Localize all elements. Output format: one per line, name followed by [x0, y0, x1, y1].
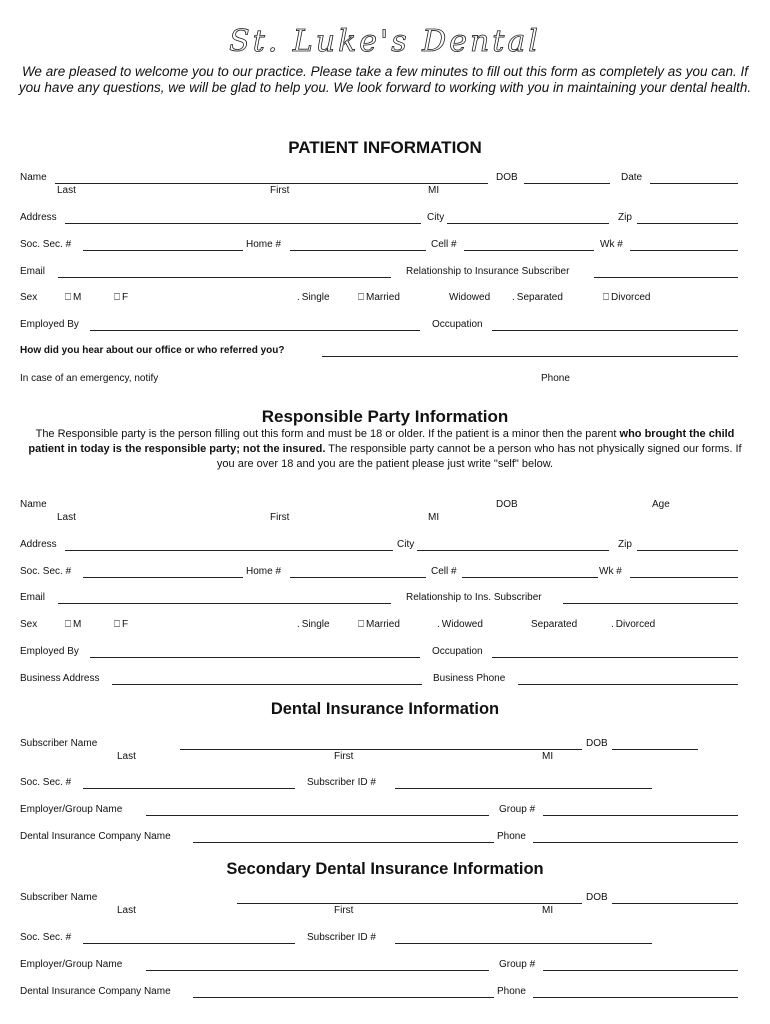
patient-date-label: Date — [621, 172, 643, 183]
patient-emergency-phone-label: Phone — [541, 373, 570, 384]
sec-group-label: Group # — [499, 959, 536, 970]
rp-address-label: Address — [20, 539, 57, 550]
rp-first-caption: First — [270, 512, 290, 523]
ins-employer-label: Employer/Group Name — [20, 804, 123, 815]
patient-sex-female-option[interactable]: ⎕ F — [114, 292, 129, 303]
ins-dob-field[interactable] — [612, 749, 698, 750]
ins-group-label: Group # — [499, 804, 536, 815]
sec-mi-caption: MI — [542, 905, 554, 916]
sec-group-field[interactable] — [543, 970, 738, 971]
ins-last-caption: Last — [117, 751, 136, 762]
rp-business-address-label: Business Address — [20, 673, 100, 684]
rp-home-label: Home # — [246, 566, 282, 577]
patient-referral-field[interactable] — [322, 356, 738, 357]
ins-employer-field[interactable] — [146, 815, 489, 816]
rp-business-address-field[interactable] — [112, 684, 422, 685]
rp-separated-option[interactable]: Separated — [531, 619, 578, 630]
rp-zip-label: Zip — [618, 539, 632, 550]
secondary-insurance-heading: Secondary Dental Insurance Information — [226, 860, 544, 878]
rp-employer-label: Employed By — [20, 646, 79, 657]
patient-employer-field[interactable] — [90, 330, 420, 331]
ins-subscriber-id-label: Subscriber ID # — [307, 777, 376, 788]
practice-title: St. Luke's Dental — [229, 24, 541, 59]
patient-relationship-field[interactable] — [594, 277, 738, 278]
rp-address-field[interactable] — [65, 550, 393, 551]
rp-sex-male-option[interactable]: ⎕ M — [65, 619, 82, 630]
patient-married-option[interactable]: ⎕ Married — [358, 292, 400, 303]
patient-home-label: Home # — [246, 239, 282, 250]
patient-sex-label: Sex — [20, 292, 38, 303]
rp-ssn-field[interactable] — [83, 577, 243, 578]
sec-dob-label: DOB — [586, 892, 608, 903]
patient-zip-field[interactable] — [637, 223, 738, 224]
welcome-text: We are pleased to welcome you to our practice. Please take a few minutes to fill out this form as completely as you can. If you have any questions, we will be glad to help you. We look forward to working with you in maintaining your dental health. — [18, 64, 752, 95]
patient-email-field[interactable] — [58, 277, 391, 278]
rp-business-phone-field[interactable] — [518, 684, 738, 685]
patient-address-field[interactable] — [65, 223, 421, 224]
rp-name-label: Name — [20, 499, 47, 510]
rp-cell-label: Cell # — [431, 566, 457, 577]
ins-group-field[interactable] — [543, 815, 738, 816]
patient-name-label: Name — [20, 172, 47, 183]
patient-cell-label: Cell # — [431, 239, 457, 250]
patient-home-field[interactable] — [290, 250, 426, 251]
patient-info-heading: PATIENT INFORMATION — [288, 138, 482, 157]
rp-wk-label: Wk # — [599, 566, 622, 577]
patient-email-label: Email — [20, 266, 46, 277]
rp-employer-field[interactable] — [90, 657, 420, 658]
rp-age-label: Age — [652, 499, 670, 510]
patient-wk-field[interactable] — [630, 250, 738, 251]
sec-phone-field[interactable] — [533, 997, 738, 998]
rp-business-phone-label: Business Phone — [433, 673, 506, 684]
rp-email-label: Email — [20, 592, 46, 603]
responsible-party-heading: Responsible Party Information — [261, 407, 509, 426]
sec-last-caption: Last — [117, 905, 136, 916]
patient-zip-label: Zip — [618, 212, 632, 223]
rp-sex-female-option[interactable]: ⎕ F — [114, 619, 129, 630]
ins-ssn-label: Soc. Sec. # — [20, 777, 72, 788]
rp-divorced-option[interactable]: . Divorced — [611, 619, 656, 630]
sec-company-label: Dental Insurance Company Name — [20, 986, 171, 997]
patient-address-label: Address — [20, 212, 57, 223]
ins-phone-field[interactable] — [533, 842, 738, 843]
rp-city-field[interactable] — [417, 550, 609, 551]
sec-ssn-label: Soc. Sec. # — [20, 932, 72, 943]
sec-dob-field[interactable] — [612, 903, 738, 904]
patient-employer-label: Employed By — [20, 319, 79, 330]
patient-referral-label: How did you hear about our office or who referred you? — [20, 345, 285, 356]
rp-relationship-field[interactable] — [563, 603, 738, 604]
sec-subscriber-id-field[interactable] — [395, 943, 652, 944]
ins-subscriber-label: Subscriber Name — [20, 738, 98, 749]
sec-employer-field[interactable] — [146, 970, 489, 971]
patient-dob-field[interactable] — [524, 183, 610, 184]
rp-relationship-label: Relationship to Ins. Subscriber — [406, 592, 542, 603]
sec-phone-label: Phone — [497, 986, 526, 997]
ins-dob-label: DOB — [586, 738, 608, 749]
rp-mi-caption: MI — [428, 512, 440, 523]
rp-ssn-label: Soc. Sec. # — [20, 566, 72, 577]
patient-first-caption: First — [270, 185, 290, 196]
sec-ssn-field[interactable] — [83, 943, 295, 944]
rp-wk-field[interactable] — [630, 577, 738, 578]
patient-wk-label: Wk # — [600, 239, 623, 250]
patient-ssn-label: Soc. Sec. # — [20, 239, 72, 250]
ins-company-field[interactable] — [193, 842, 494, 843]
patient-cell-field[interactable] — [464, 250, 594, 251]
ins-mi-caption: MI — [542, 751, 554, 762]
patient-widowed-option[interactable]: Widowed — [449, 292, 491, 303]
responsible-party-description: The Responsible party is the person filling out this form and must be 18 or older. If the patient is a minor then the parent who brought the child patient in today is the responsible party; not the insured. The responsible party cannot be a person who has not physically signed our forms. If you are over 18 and you are the patient please just write "self" below. — [28, 428, 742, 470]
patient-single-option[interactable]: . Single — [297, 292, 330, 303]
rp-home-field[interactable] — [290, 577, 426, 578]
ins-ssn-field[interactable] — [83, 788, 295, 789]
patient-divorced-option[interactable]: ⎕ Divorced — [603, 292, 651, 303]
ins-phone-label: Phone — [497, 831, 526, 842]
dental-insurance-heading: Dental Insurance Information — [270, 700, 500, 718]
sec-subscriber-label: Subscriber Name — [20, 892, 98, 903]
patient-occupation-field[interactable] — [492, 330, 738, 331]
patient-emergency-label: In case of an emergency, notify — [20, 373, 159, 384]
patient-mi-caption: MI — [428, 185, 440, 196]
ins-subscriber-id-field[interactable] — [395, 788, 652, 789]
patient-sex-male-option[interactable]: ⎕ M — [65, 292, 82, 303]
rp-widowed-option[interactable]: . Widowed — [437, 619, 483, 630]
patient-name-field[interactable] — [55, 183, 488, 184]
sec-employer-label: Employer/Group Name — [20, 959, 123, 970]
rp-zip-field[interactable] — [637, 550, 738, 551]
rp-dob-label: DOB — [496, 499, 518, 510]
ins-first-caption: First — [334, 751, 354, 762]
rp-married-option[interactable]: ⎕ Married — [358, 619, 400, 630]
patient-city-label: City — [427, 212, 445, 223]
rp-sex-label: Sex — [20, 619, 38, 630]
ins-company-label: Dental Insurance Company Name — [20, 831, 171, 842]
patient-date-field[interactable] — [650, 183, 738, 184]
patient-occupation-label: Occupation — [432, 319, 483, 330]
sec-company-field[interactable] — [193, 997, 494, 998]
patient-dob-label: DOB — [496, 172, 518, 183]
sec-subscriber-field[interactable] — [237, 903, 582, 904]
patient-separated-option[interactable]: . Separated — [512, 292, 563, 303]
patient-relationship-label: Relationship to Insurance Subscriber — [406, 266, 570, 277]
rp-occupation-field[interactable] — [492, 657, 738, 658]
rp-single-option[interactable]: . Single — [297, 619, 330, 630]
patient-city-field[interactable] — [447, 223, 609, 224]
rp-cell-field[interactable] — [462, 577, 598, 578]
rp-email-field[interactable] — [58, 603, 391, 604]
sec-first-caption: First — [334, 905, 354, 916]
rp-city-label: City — [397, 539, 415, 550]
patient-last-caption: Last — [57, 185, 76, 196]
ins-subscriber-field[interactable] — [180, 749, 582, 750]
patient-ssn-field[interactable] — [83, 250, 243, 251]
rp-occupation-label: Occupation — [432, 646, 483, 657]
rp-last-caption: Last — [57, 512, 76, 523]
sec-subscriber-id-label: Subscriber ID # — [307, 932, 376, 943]
